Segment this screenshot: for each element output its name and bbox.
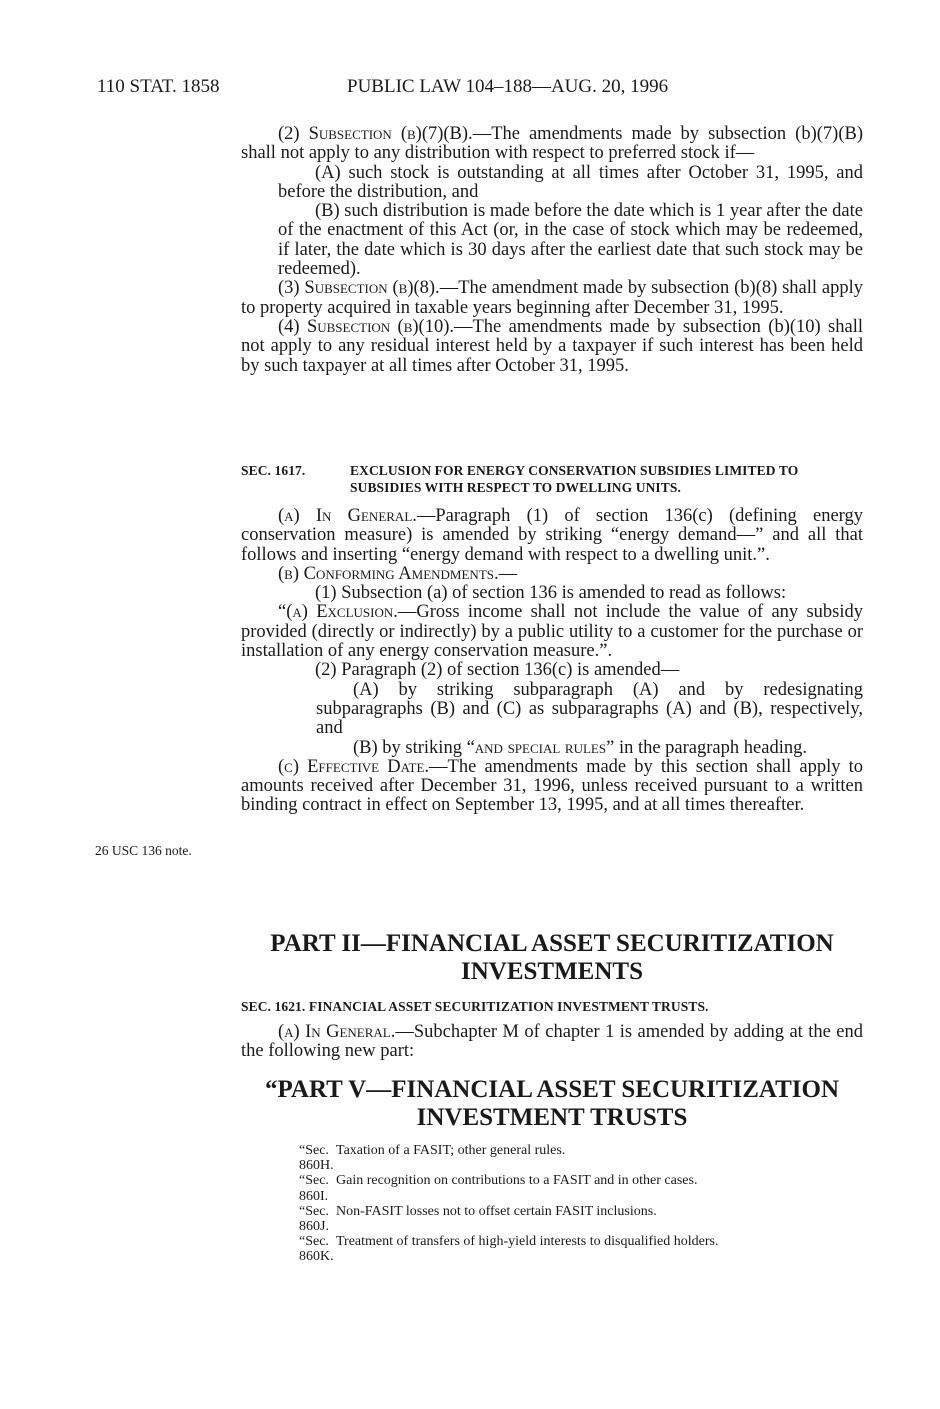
toc-section-number: “Sec. 860I.	[299, 1173, 329, 1204]
toc-section-title: Taxation of a FASIT; other general rules.	[336, 1143, 566, 1158]
paragraph-3	[241, 279, 863, 318]
subsection-text: —Paragraph (1) of section 136(c) (defining energy conservation measure) is amended by striking “energy demand—” and all that follows and inserting “energy demand with respect to a dwelling unit.”.	[241, 506, 863, 565]
section-heading	[241, 462, 863, 496]
subsection-text: —	[498, 563, 518, 584]
part-heading-line-1: “PART V—FINANCIAL ASSET SECURITIZATION	[264, 1076, 840, 1103]
toc-row	[241, 1234, 863, 1264]
section-heading	[241, 998, 863, 1015]
subsection-heading: (a) In General.	[278, 1022, 396, 1042]
section-1617-body	[241, 507, 863, 816]
table-of-sections	[241, 1143, 863, 1265]
quoted-text: —Gross income shall not include the value of any subsidy provided (directly or indirectly) by a public utility to a customer for the purchase or installation of any energy conservation measure.”.	[241, 602, 863, 662]
toc-section-number: “Sec. 860J.	[299, 1203, 329, 1235]
subsection-heading: (a) In General.	[278, 506, 417, 526]
section-title: EXCLUSION FOR ENERGY CONSERVATION SUBSIDIES LIMITED TO SUBSIDIES WITH RESPECT TO DWELLING UNITS.	[350, 463, 799, 495]
subsection-text: —Subchapter M of chapter 1 is amended by adding at the end the following new part:	[241, 1022, 863, 1062]
paragraph-text: —The amendments made by subsection (b)(10) shall not apply to any residual interest held by a taxpayer if such interest has been held by such taxpayer at all times after October 31, 1995.	[241, 316, 863, 376]
part-heading-line-2: INVESTMENTS	[461, 958, 643, 985]
subparagraph-b2A: (A) by striking subparagraph (A) and by redesignating subparagraphs (B) and (C) as subparagraphs (A) and (B), respectively, and	[316, 679, 863, 739]
part-v-heading	[241, 1076, 863, 1132]
toc-row	[241, 1204, 863, 1234]
struck-heading-text: and special rules	[474, 737, 607, 758]
toc-row	[241, 1143, 863, 1173]
paragraph-b2: (2) Paragraph (2) of section 136(c) is amended—	[315, 660, 680, 681]
section-1621-heading	[241, 998, 863, 1015]
section-number: SEC. 1617.	[241, 463, 306, 478]
quoted-heading: “(a) Exclusion.	[278, 602, 398, 623]
subparagraph-b2B	[241, 739, 863, 758]
subsection-c	[241, 758, 863, 816]
paragraph-2	[241, 125, 863, 164]
subsection-heading: (b) Conforming Amendments.	[278, 563, 499, 584]
part-heading-line-1: PART II—FINANCIAL ASSET SECURITIZATION	[270, 930, 834, 957]
toc-section-title: Gain recognition on contributions to a FASIT and in other cases.	[336, 1173, 698, 1189]
toc-section-title: Treatment of transfers of high-yield interests to disqualified holders.	[336, 1234, 719, 1250]
paragraph-heading: (2) Subsection (b)(7)(B).	[278, 124, 473, 144]
section-body-top	[241, 125, 863, 376]
toc-section-title: Non-FASIT losses not to offset certain FASIT inclusions.	[336, 1203, 657, 1219]
subparagraph-2A: (A) such stock is outstanding at all times after October 31, 1995, and before the distribution, and	[278, 162, 863, 202]
subsection-b	[241, 565, 863, 584]
section-title: FINANCIAL ASSET SECURITIZATION INVESTMENT TRUSTS.	[308, 999, 709, 1014]
margin-note: 26 USC 136 note.	[95, 843, 192, 858]
toc-row	[241, 1173, 863, 1203]
toc-section-number: “Sec. 860K.	[299, 1234, 334, 1265]
toc-section-number: “Sec. 860H.	[299, 1143, 334, 1174]
section-1617-heading	[241, 462, 863, 496]
text-fragment: ” in the paragraph heading.	[606, 737, 807, 758]
subsection-a	[241, 507, 863, 565]
subsection-heading: (c) Effective Date.	[278, 756, 430, 777]
section-1621-body	[241, 1023, 863, 1062]
paragraph-4	[241, 318, 863, 376]
public-law-title: PUBLIC LAW 104–188—AUG. 20, 1996	[347, 76, 669, 97]
section-number: SEC. 1621.	[241, 999, 306, 1014]
part-heading-line-2: INVESTMENT TRUSTS	[416, 1104, 688, 1131]
paragraph-b1: (1) Subsection (a) of section 136 is amended to read as follows:	[315, 583, 787, 604]
part-ii-heading	[241, 930, 863, 986]
paragraph-heading: (4) Subsection (b)(10).	[278, 316, 454, 337]
subsection-a	[241, 1023, 863, 1062]
toc-list	[241, 1143, 863, 1265]
paragraph-text: —The amendment made by subsection (b)(8) shall apply to property acquired in taxable years beginning after December 31, 1995.	[241, 278, 863, 318]
paragraph-text: —The amendments made by subsection (b)(7)(B) shall not apply to any distribution with respect to preferred stock if—	[241, 124, 863, 164]
running-header	[97, 76, 857, 100]
statute-page-number: 110 STAT. 1858	[97, 76, 220, 97]
text-fragment: (B) by striking “	[353, 737, 475, 758]
quoted-subsection-a	[241, 603, 863, 661]
subsection-text: —The amendments made by this section shall apply to amounts received after December 31, 1996, unless received pursuant to a written binding contract in effect on September 13, 1995, and at all times thereafter.	[241, 756, 863, 816]
paragraph-heading: (3) Subsection (b)(8).	[278, 278, 440, 299]
subparagraph-2B: (B) such distribution is made before the date which is 1 year after the date of the enactment of this Act (or, in the case of stock which may be redeemed, if later, the date which is 30 days after the earliest date that such stock may be redeemed).	[278, 201, 863, 280]
